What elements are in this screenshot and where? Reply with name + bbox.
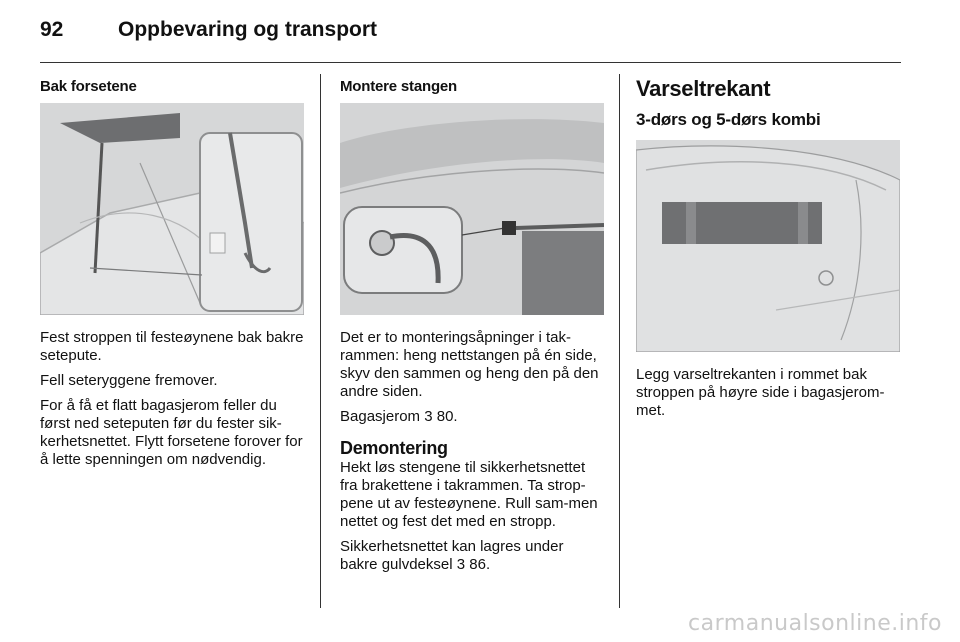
heading-demontering: Demontering — [340, 438, 448, 458]
paragraph-warning-triangle: Legg varseltrekanten i rommet bak stroppen på høyre side i bagasjerom-met. — [636, 366, 885, 419]
heading-varseltrekant: Varseltrekant — [636, 76, 771, 101]
column-3 — [636, 72, 902, 427]
page-title: Oppbevaring og transport — [118, 18, 378, 41]
xref-page: 80. — [436, 408, 458, 425]
page-ref-icon: 3 — [456, 556, 466, 573]
xref-page: 86. — [469, 556, 491, 573]
column-2 — [340, 72, 604, 581]
paragraph-mounting: Det er to monteringsåpninger i tak-rammen: heng nettstangen på én side, skyv den sammen og heng den på den andre siden. — [340, 329, 599, 400]
subheading-montere-stangen: Montere stangen — [340, 78, 458, 95]
column-divider-1 — [320, 74, 321, 608]
column-1 — [40, 72, 304, 476]
xref-bagasjerom — [340, 408, 604, 426]
figure-rear-seat-strap — [40, 103, 304, 315]
xref-gulvdeksel — [340, 538, 604, 574]
paragraph-1: Fest stroppen til festeøynene bak bakre setepute. — [40, 329, 304, 364]
watermark: carmanualsonline.info — [688, 611, 942, 636]
page-ref-icon: 3 — [424, 408, 433, 425]
header-rule — [40, 62, 901, 63]
page-number: 92 — [40, 18, 64, 41]
xref-label: Bagasjerom — [340, 408, 421, 425]
paragraph-removal: Hekt løs stengene til sikkerhetsnettet fra brakettene i takrammen. Ta strop-pene ut av festeøynene. Rull sam-men nettet og fest det med en stropp. — [340, 459, 598, 530]
page-header — [40, 18, 920, 48]
figure-warning-triangle — [636, 140, 900, 352]
subheading-3-og-5-dors: 3-dørs og 5-dørs kombi — [636, 110, 821, 129]
paragraph-2: Fell seteryggene fremover. — [40, 372, 218, 389]
xref-label: Sikkerhetsnettet kan lagres under bakre gulvdeksel — [340, 538, 564, 573]
figure-mounting-bar — [340, 103, 604, 315]
paragraph-3: For å få et flatt bagasjerom feller du først ned seteputen før du fester sik-kerhetsnettet. Flytt forsetene forover for å lette spenningen om nødvendig. — [40, 397, 303, 468]
subheading-bak-forsetene: Bak forsetene — [40, 78, 137, 95]
column-divider-2 — [619, 74, 620, 608]
